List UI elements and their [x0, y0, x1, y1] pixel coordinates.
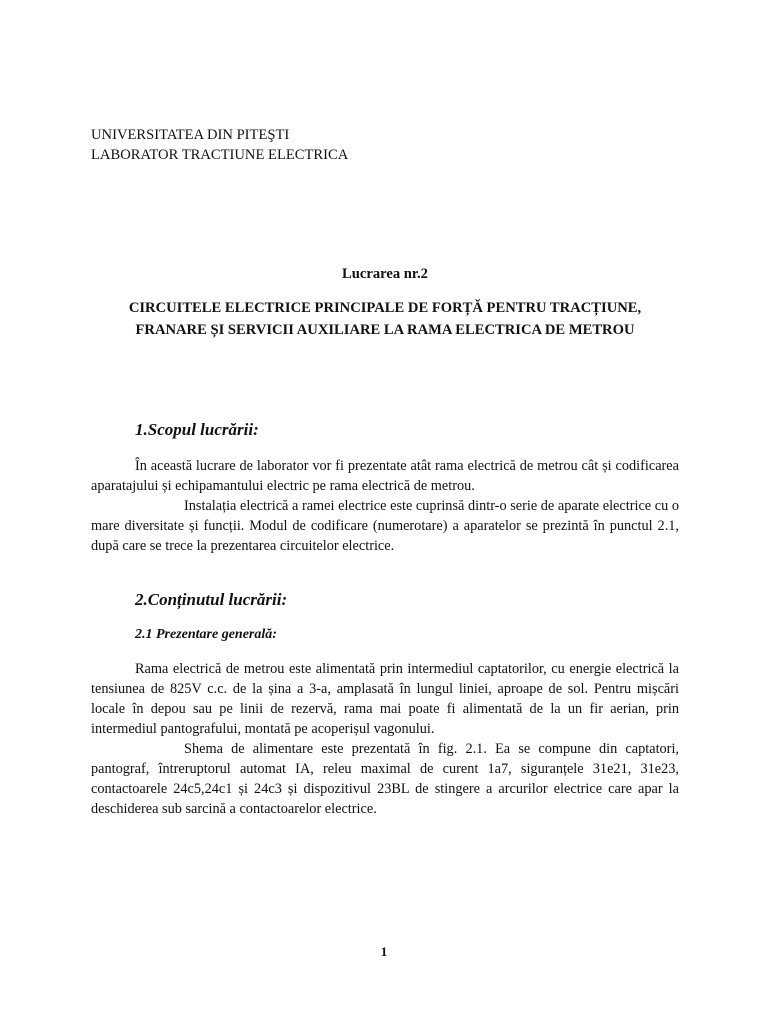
section-2-heading: 2.Conținutul lucrării:: [135, 590, 288, 609]
title-line-2: FRANARE ȘI SERVICII AUXILIARE LA RAMA ELECTRICA DE METROU: [135, 322, 635, 338]
section-2-paragraph-2: Shema de alimentare este prezentată în fig. 2.1. Ea se compune din captatori, pantograf, întreruptorul automat IA, releu maximal de curent 1a7, siguranțele 31e21, 31e23, contactoarele 24c5,24c1 și 24c3 și dispozitivul 23BL de stingere a arcurilor electrice care apar la deschiderea sub sarcină a contactoarelor electrice.: [91, 741, 679, 817]
title-line-1: CIRCUITELE ELECTRICE PRINCIPALE DE FORȚĂ PENTRU TRACȚIUNE,: [128, 300, 642, 316]
laboratory-name: LABORATOR TRACTIUNE ELECTRICA: [91, 147, 349, 163]
section-2-paragraph-1: Rama electrică de metrou este alimentată prin intermediul captatorilor, cu energie electrică la tensiunea de 825V c.c. de la șina a 3-a, amplasată în lungul liniei, aproape de sol. Pentru mișcări locale în depou sau pe linii de rezervă, rama mai poate fi alimentată de la un fir aerian, prin intermediul pantografului, montată pe acoperișul vagonului.: [91, 661, 679, 737]
subsection-2-1-heading: 2.1 Prezentare generală:: [135, 627, 277, 642]
section-1-paragraph-1: În această lucrare de laborator vor fi prezentate atât rama electrică de metrou cât și codificarea aparatajului și echipamantului electric pe rama electrică de metrou.: [91, 458, 679, 494]
title-block: [91, 264, 679, 341]
section-1-paragraph-2: Instalația electrică a ramei electrice este cuprinsă dintr-o serie de aparate electrice cu o mare diversitate și funcții. Modul de codificare (numerotare) a aparatelor se prezintă în punctul 2.1, după care se trece la prezentarea circuitelor electrice.: [91, 498, 679, 554]
document-header: [91, 125, 348, 165]
document-title: [91, 297, 679, 341]
university-name: UNIVERSITATEA DIN PITEŞTI: [91, 127, 290, 143]
lab-number: Lucrarea nr.2: [342, 266, 428, 282]
section-2-body: [91, 659, 679, 819]
page-number: 1: [380, 944, 388, 959]
section-1-body: [91, 456, 679, 556]
section-1-heading: 1.Scopul lucrării:: [135, 420, 259, 439]
